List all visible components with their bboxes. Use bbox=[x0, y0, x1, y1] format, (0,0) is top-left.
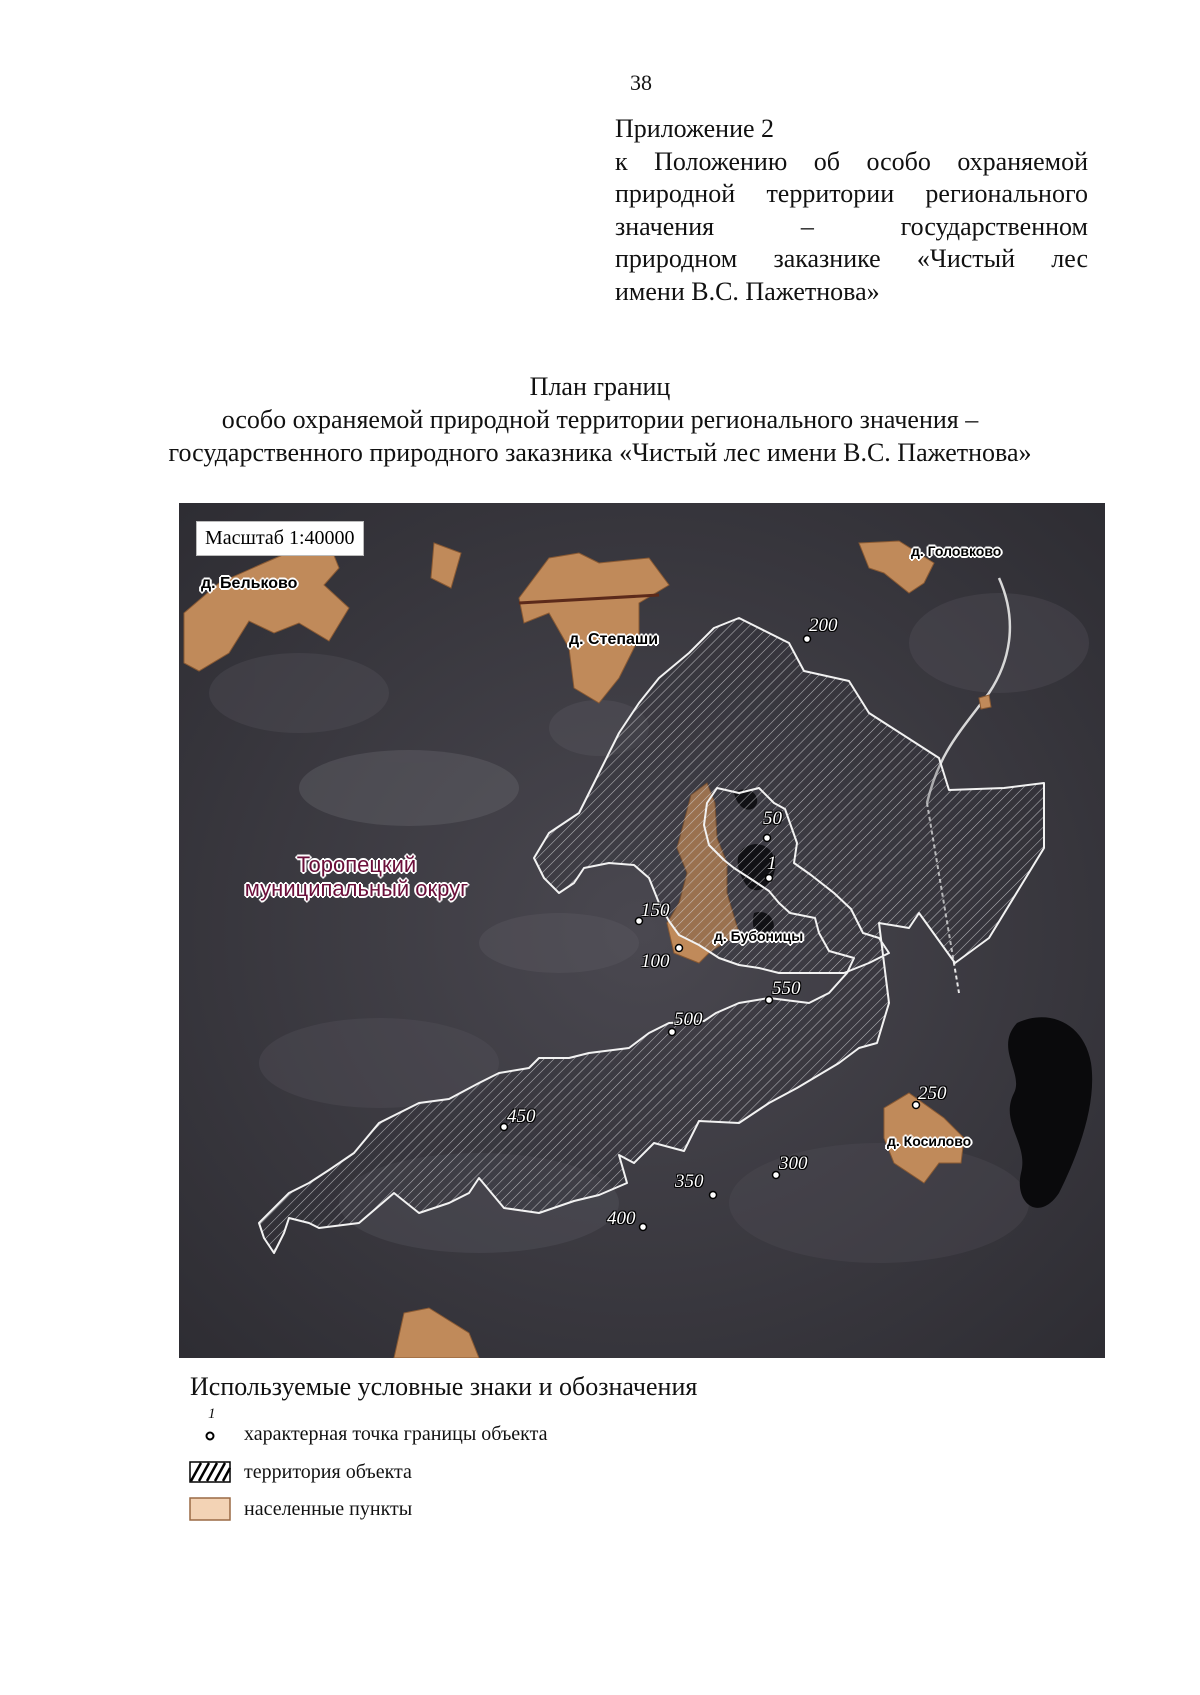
boundary-point-label: 500 bbox=[674, 1009, 703, 1030]
boundary-point-350 bbox=[710, 1192, 717, 1199]
legend-title: Используемые условные знаки и обозначения bbox=[190, 1372, 698, 1401]
plan-title-line: План границ bbox=[529, 372, 671, 401]
settlement-label: д. Степаши bbox=[569, 631, 659, 648]
appendix-line: имени В.С. Пажетнова» bbox=[615, 276, 880, 306]
legend-item-settlements bbox=[188, 1494, 412, 1524]
legend-label: населенные пункты bbox=[244, 1497, 413, 1520]
boundary-point-label: 300 bbox=[779, 1153, 808, 1174]
boundary-point-1 bbox=[766, 875, 773, 882]
district-label-line: муниципальный округ bbox=[244, 876, 469, 901]
legend-label: территория объекта bbox=[244, 1460, 412, 1483]
boundary-point-icon bbox=[188, 1406, 232, 1448]
settlement-label: д. Бубоницы bbox=[714, 928, 804, 944]
appendix-header bbox=[615, 113, 1088, 308]
boundary-point-label: 550 bbox=[772, 978, 801, 999]
legend-point-number: 1 bbox=[208, 1406, 216, 1422]
settlement-label: д. Бельково bbox=[201, 575, 298, 592]
settlement-label: д. Головково bbox=[911, 543, 1002, 559]
boundary-point-100 bbox=[676, 945, 683, 952]
appendix-line: к Положению об особо охраняемой bbox=[615, 146, 1088, 176]
boundary-point-label: 350 bbox=[675, 1171, 704, 1192]
boundary-point-50 bbox=[764, 835, 771, 842]
boundary-point-400 bbox=[640, 1224, 647, 1231]
settlement-swatch-icon bbox=[188, 1495, 232, 1523]
settlement-label: д. Косилово bbox=[887, 1133, 972, 1149]
scale-label: Масштаб 1:40000 bbox=[196, 521, 364, 556]
page-number: 38 bbox=[630, 70, 652, 95]
appendix-line: природном заказнике «Чистый лес bbox=[615, 244, 1088, 273]
boundary-point-label: 150 bbox=[641, 900, 670, 921]
boundary-point-label: 250 bbox=[918, 1083, 947, 1104]
boundary-point-label: 50 bbox=[763, 808, 782, 829]
legend-item-boundary-point bbox=[188, 1406, 548, 1449]
appendix-line: природной территории регионального bbox=[615, 179, 1088, 208]
boundary-point-label: 100 bbox=[641, 951, 670, 972]
hatch-icon bbox=[188, 1458, 232, 1486]
plan-title-line: государственного природного заказника «Чистый лес имени В.С. Пажетнова» bbox=[168, 438, 1032, 467]
boundary-point-label: 400 bbox=[607, 1208, 636, 1229]
district-label-line: Торопецкий bbox=[296, 852, 417, 877]
boundary-point-label: 450 bbox=[507, 1106, 536, 1127]
plan-title bbox=[0, 370, 1200, 469]
legend-item-territory bbox=[188, 1457, 412, 1487]
district-label bbox=[179, 853, 534, 901]
plan-title-line: особо охраняемой природной территории регионального значения – bbox=[221, 405, 979, 434]
legend-label: характерная точка границы объекта bbox=[244, 1422, 548, 1445]
appendix-line: значения – государственном bbox=[615, 211, 1088, 241]
settlement-small bbox=[979, 695, 991, 709]
boundary-point-label: 200 bbox=[809, 615, 838, 636]
appendix-line: Приложение 2 bbox=[615, 114, 775, 143]
boundary-point-label: 1 bbox=[767, 853, 777, 874]
boundary-map bbox=[179, 503, 1105, 1358]
